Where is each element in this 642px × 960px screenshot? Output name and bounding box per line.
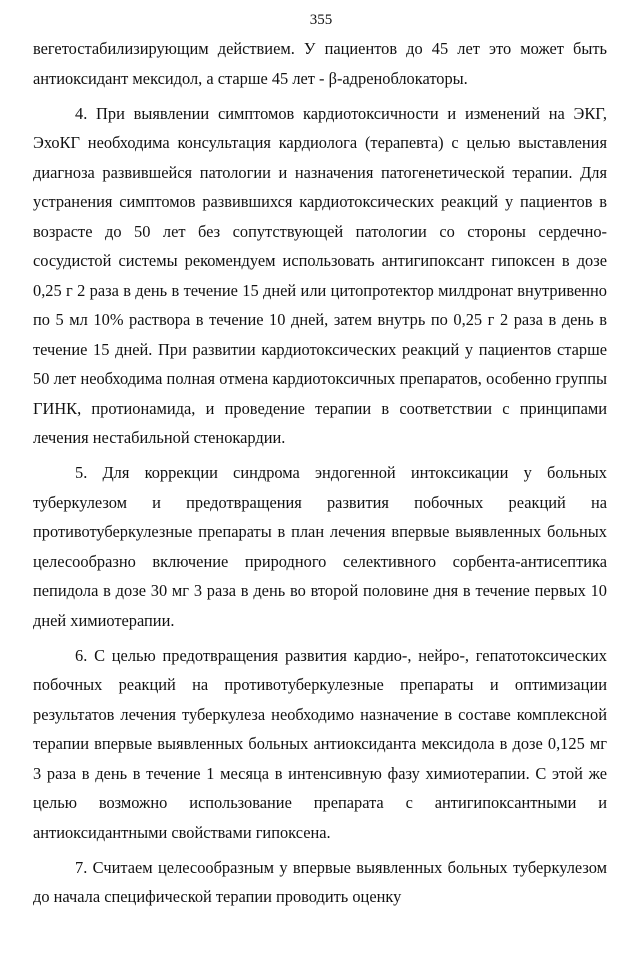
body-text bbox=[33, 34, 607, 917]
paragraph-item-4: 4. При выявлении симптомов кардиотоксичности и изменений на ЭКГ, ЭхоКГ необходима консультация кардиолога (терапевта) с целью выставления диагноза развившейся патологии и назначения патогенетической терапии. Для устранения симптомов развившихся кардиотоксических реакций у пациентов в возрасте до 50 лет без сопутствующей патологии со стороны сердечно-сосудистой системы рекомендуем использовать антигипоксант гипоксен в дозе 0,25 г 2 раза в день в течение 15 дней или цитопротектор милдронат внутривенно по 5 мл 10% раствора в течение 10 дней, затем внутрь по 0,25 г 2 раза в день в течение 15 дней. При развитии кардиотоксических реакций у пациентов старше 50 лет необходима полная отмена кардиотоксичных препаратов, особенно группы ГИНК, протионамида, и проведение терапии в соответствии с принципами лечения нестабильной стенокардии. bbox=[33, 103, 607, 447]
paragraph-item-6: 6. С целью предотвращения развития кардио-, нейро-, гепатотоксических побочных реакций на противотуберкулезные препараты и оптимизации результатов лечения туберкулеза необходимо назначение в составе комплексной терапии впервые выявленных больных антиоксиданта мексидола в дозе 0,125 мг 3 раза в день в течение 1 месяца в интенсивную фазу химиотерапии. С этой же целью возможно использование препарата с антигипоксантными и антиоксидантными свойствами гипоксена. bbox=[33, 645, 607, 842]
paragraph-continued: вегетостабилизирующим действием. У пациентов до 45 лет это может быть антиоксидант мексидол, а старше 45 лет - β-адреноблокаторы. bbox=[33, 39, 607, 88]
paragraph-item-5: 5. Для коррекции синдрома эндогенной интоксикации у больных туберкулезом и предотвращения развития побочных реакций на противотуберкулезные препараты в план лечения впервые выявленных больных целесообразно включение природного селективного сорбента-антисептика пепидола в дозе 30 мг 3 раза в день во второй половине дня в течение первых 10 дней химиотерапии. bbox=[33, 463, 607, 630]
paragraph-item-7: 7. Считаем целесообразным у впервые выявленных больных туберкулезом до начала специфической терапии проводить оценку bbox=[33, 857, 607, 906]
page-number: 355 bbox=[309, 12, 333, 28]
